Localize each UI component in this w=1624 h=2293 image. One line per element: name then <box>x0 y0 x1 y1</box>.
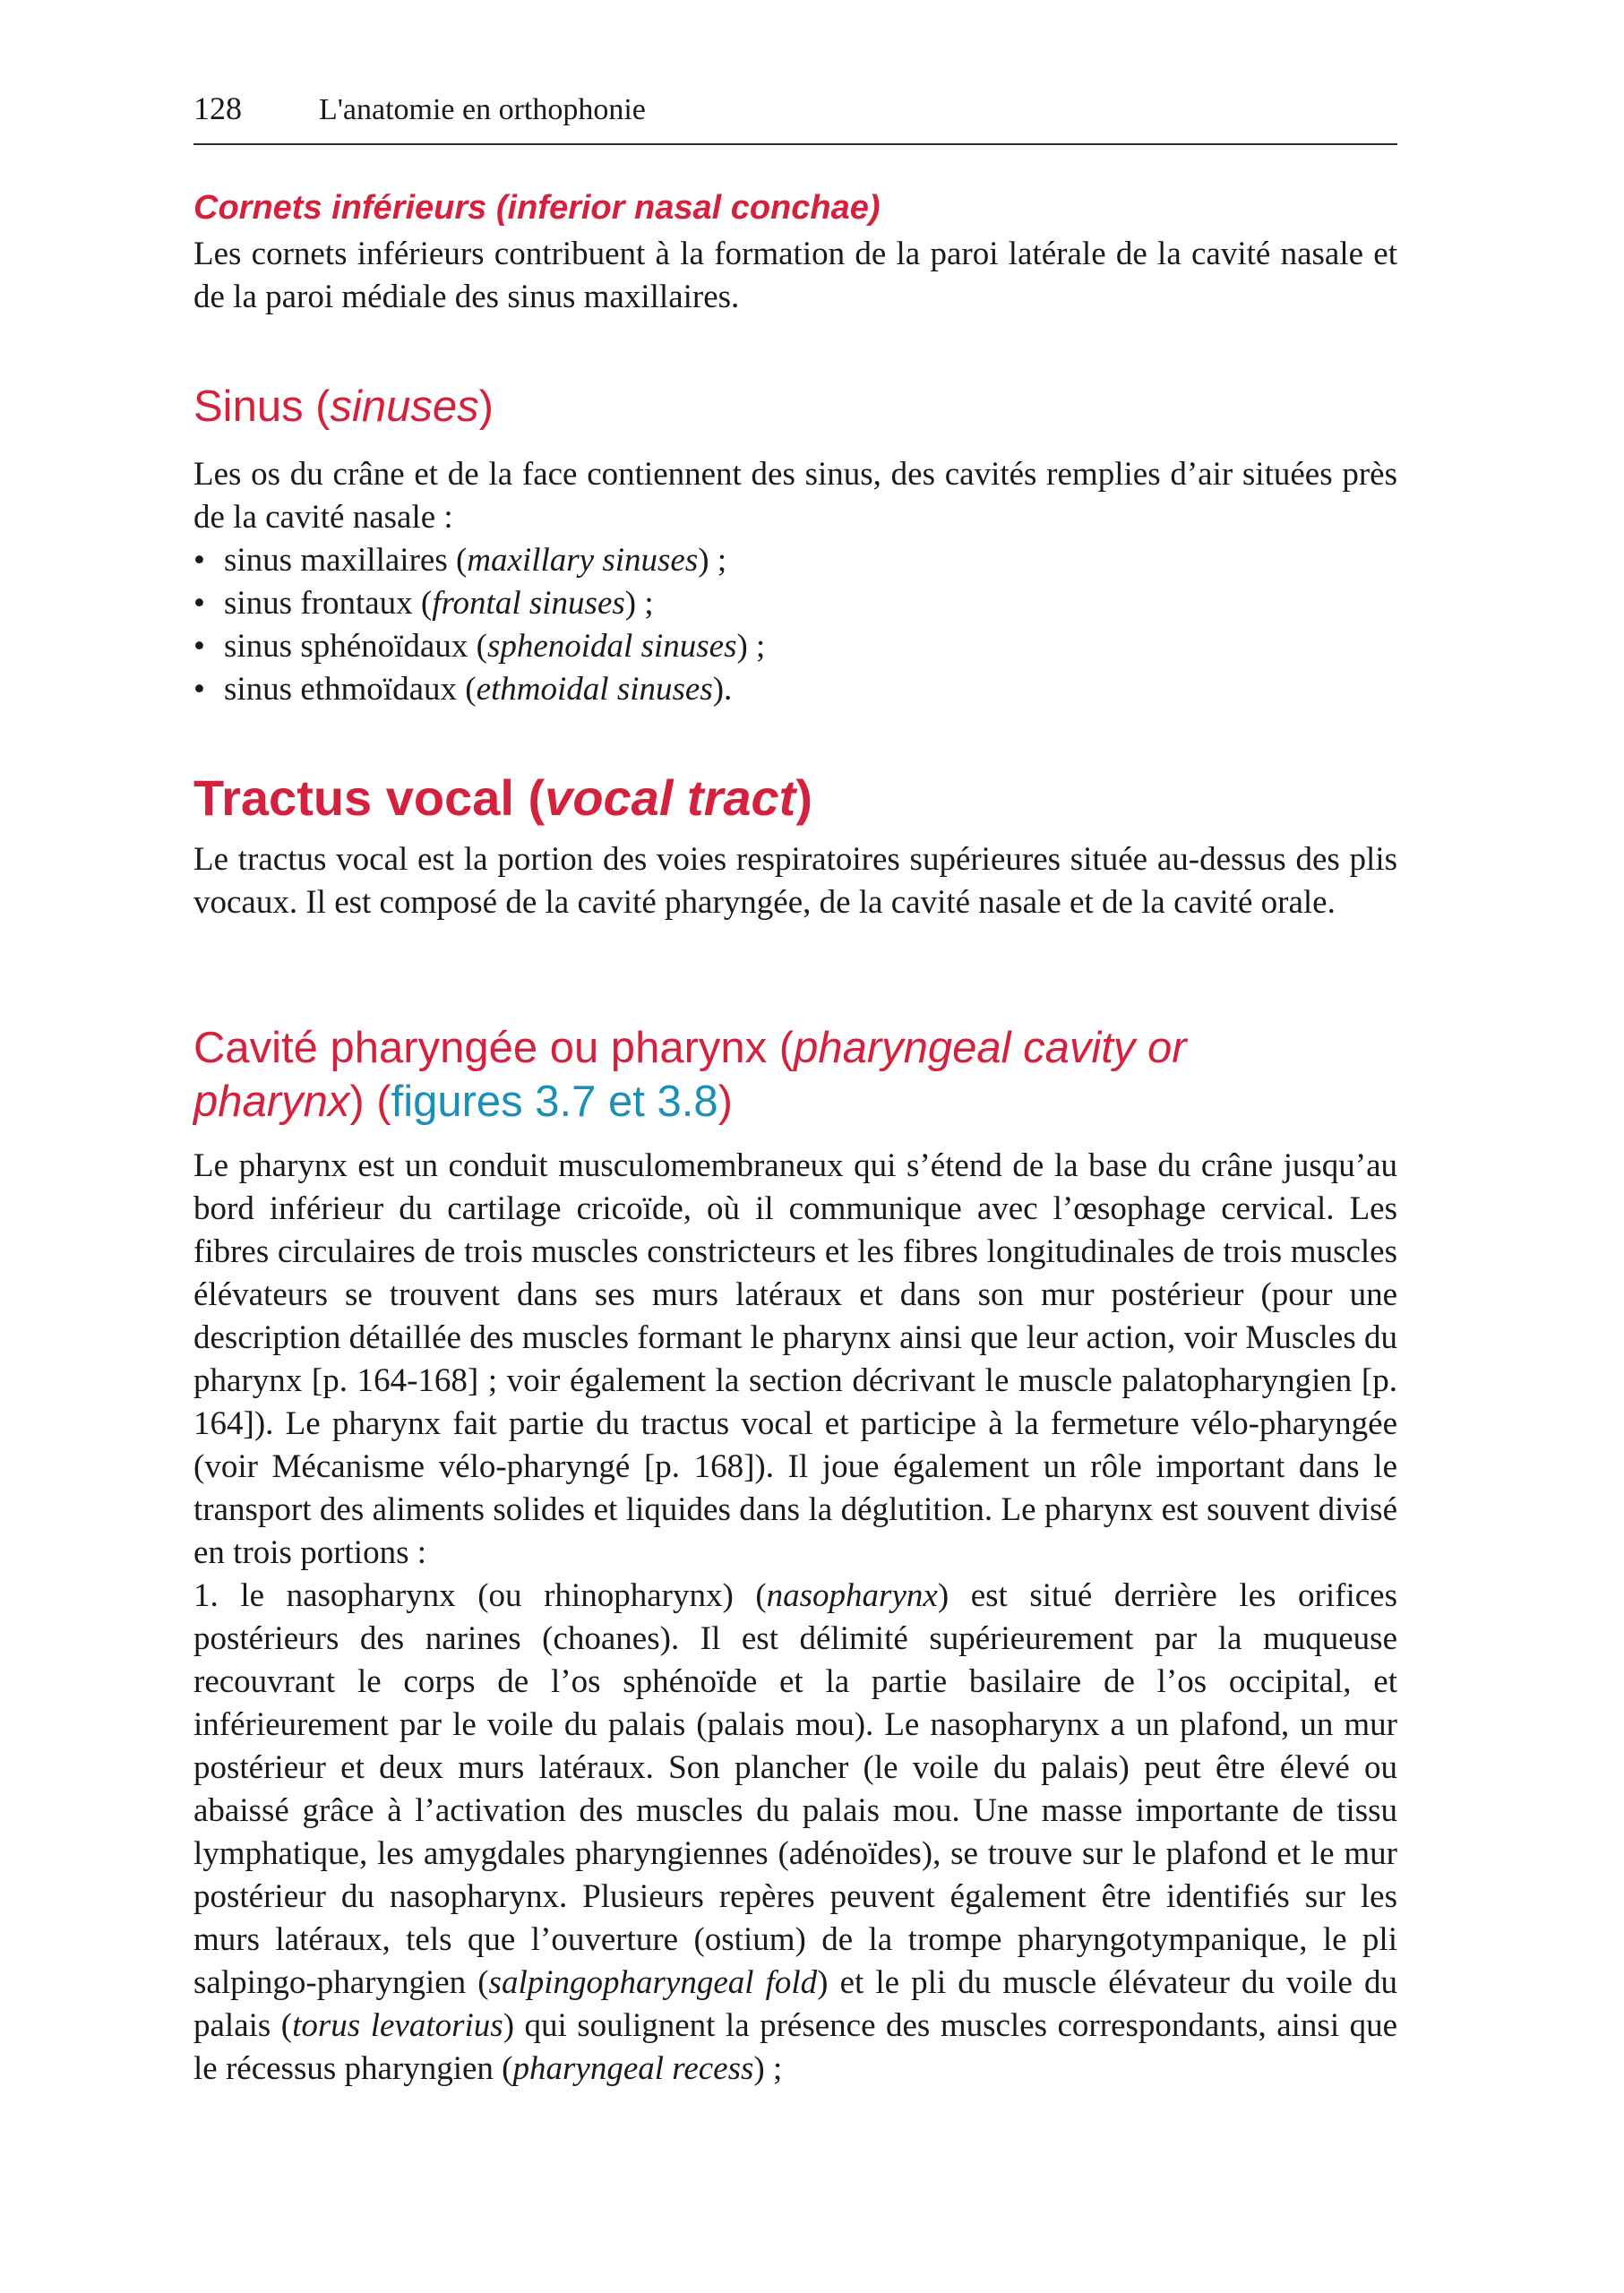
pharynx-heading-fr: Cavité pharyngée ou pharynx ( <box>193 1024 795 1072</box>
list-item: • sinus frontaux (frontal sinuses) ; <box>193 582 1397 625</box>
tractus-heading <box>193 769 1397 828</box>
section-sinus <box>193 380 1397 711</box>
bullet-icon: • <box>193 542 205 579</box>
tractus-heading-fr: Tractus vocal ( <box>193 769 546 826</box>
section-cornets <box>193 186 1397 319</box>
section-tractus <box>193 769 1397 924</box>
page-header <box>193 90 1397 145</box>
list-item: • sinus maxillaires (maxillary sinuses) ; <box>193 539 1397 582</box>
list-item: • sinus ethmoïdaux (ethmoidal sinuses). <box>193 668 1397 711</box>
pharynx-item-nasopharynx: 1. le nasopharynx (ou rhinopharynx) (nasopharynx) est situé derrière les orifices postérieurs des narines (choanes). Il est délimité supérieurement par la muqueuse recouvrant le corps de l’os sphénoïde et la partie basilaire de l’os occipital, et inférieurement par le voile du palais (palais mou). Le nasopharynx a un plafond, un mur postérieur et deux murs latéraux. Son plancher (le voile du palais) peut être élevé ou abaissé grâce à l’activation des muscles du palais mou. Une masse importante de tissu lymphatique, les amygdales pharyngiennes (adénoïdes), se trouve sur le plafond et le mur postérieur du nasopharynx. Plusieurs repères peuvent également être identifiés sur les murs latéraux, tels que l’ouverture (ostium) de la trompe pharyngotympanique, le pli salpingo-pharyngien (salpingopharyngeal fold) et le pli du muscle élévateur du voile du palais (torus levatorius) qui soulignent la présence des muscles correspondants, ainsi que le récessus pharyngien (pharyngeal recess) ; <box>193 1577 1398 2087</box>
sinus-heading-fr: Sinus ( <box>193 382 331 431</box>
cornets-paragraph: Les cornets inférieurs contribuent à la formation de la paroi latérale de la cavité nasale et de la paroi médiale des sinus maxillaires. <box>193 236 1397 315</box>
sinus-heading <box>193 380 1397 434</box>
tractus-heading-en: vocal tract <box>545 769 796 826</box>
pharynx-heading-en-2: pharynx <box>193 1078 350 1126</box>
bullet-icon: • <box>193 585 205 622</box>
pharynx-heading-en-1: pharyngeal cavity or <box>794 1024 1187 1072</box>
pharynx-paragraph: Le pharynx est un conduit musculomembraneux qui s’étend de la base du crâne jusqu’au bord inférieur du cartilage cricoïde, où il communique avec l’œsophage cervical. Les fibres circulaires de trois muscles constricteurs et les fibres longitudinales de trois muscles élévateurs se trouvent dans ses murs latéraux et dans son mur postérieur (pour une description détaillée des muscles formant le pharynx ainsi que leur action, voir Muscles du pharynx [p. 164-168] ; voir également la section décrivant le muscle palatopharyngien [p. 164]). Le pharynx fait partie du tractus vocal et participe à la fermeture vélo-pharyngée (voir Mécanisme vélo-pharyngé [p. 168]). Il joue également un rôle important dans le transport des aliments solides et liquides dans la déglutition. Le pharynx est souvent divisé en trois portions : <box>193 1147 1397 1571</box>
running-title: L'anatomie en orthophonie <box>319 93 646 126</box>
bullet-icon: • <box>193 628 205 665</box>
sinus-intro: Les os du crâne et de la face contiennent des sinus, des cavités remplies d’air situées près de la cavité nasale : <box>193 456 1397 536</box>
pharynx-heading: Cavité pharyngée ou pharynx (pharyngeal cavity or pharynx) (figures 3.7 et 3.8) <box>193 1024 1187 1126</box>
cornets-heading: Cornets inférieurs (inferior nasal conchae) <box>193 189 881 227</box>
sinus-heading-close: ) <box>478 382 494 431</box>
tractus-heading-close: ) <box>795 769 812 826</box>
section-pharynx <box>193 1021 1397 2091</box>
page-number: 128 <box>193 90 242 126</box>
figures-link[interactable]: figures 3.7 et 3.8 <box>391 1078 718 1126</box>
bullet-icon: • <box>193 671 205 708</box>
sinus-list <box>193 539 1397 711</box>
tractus-paragraph: Le tractus vocal est la portion des voies respiratoires supérieures située au-dessus des plis vocaux. Il est composé de la cavité pharyngée, de la cavité nasale et de la cavité orale. <box>193 841 1397 921</box>
sinus-heading-en: sinuses <box>330 382 479 431</box>
list-item: • sinus sphénoïdaux (sphenoidal sinuses) ; <box>193 625 1397 668</box>
